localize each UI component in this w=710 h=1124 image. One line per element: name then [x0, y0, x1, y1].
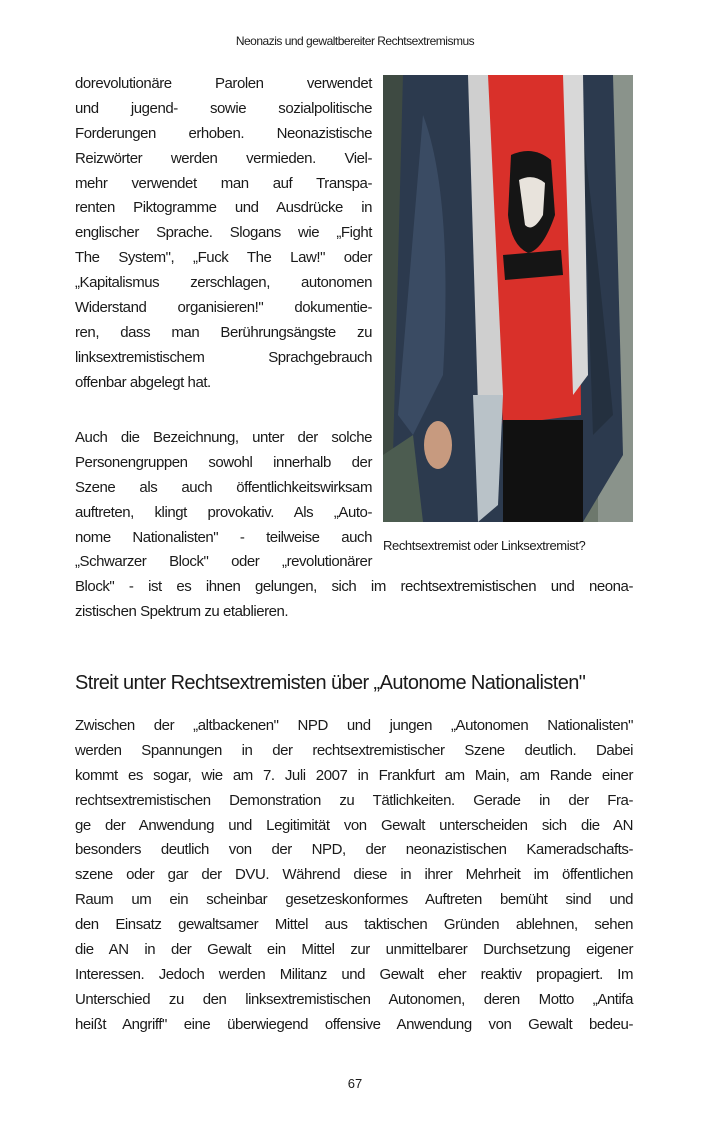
text-line: die AN in der Gewalt ein Mittel zur unmittelbarer Durchsetzung eigener: [75, 941, 633, 959]
text-line: Personengruppen sowohl innerhalb der: [75, 453, 372, 471]
paragraph-3: [75, 714, 633, 1038]
text-line: besonders deutlich von der NPD, der neonazistischen Kameradschafts-: [75, 841, 633, 859]
photo-caption: Rechtsextremist oder Linksextremist?: [383, 538, 586, 553]
text-line: englischer Sprache. Slogans wie „Fight: [75, 224, 372, 242]
text-line: dorevolutionäre Parolen verwendet: [75, 75, 372, 92]
text-line: Reizwörter werden vermieden. Viel-: [75, 149, 372, 167]
text-line: Szene als auch öffentlichkeitswirksam: [75, 478, 372, 496]
paragraph-1: [75, 72, 372, 396]
text-line: „Kapitalismus zerschlagen, autonomen: [75, 274, 372, 292]
text-line: Unterschied zu den linksextremistischen Autonomen, deren Motto „Antifa: [75, 990, 633, 1008]
text-line: szene oder gar der DVU. Während diese in ihrer Mehrheit im öffentlichen: [75, 866, 633, 884]
text-line: werden Spannungen in der rechtsextremistischer Szene deutlich. Dabei: [75, 741, 633, 759]
text-line: kommt es sogar, wie am 7. Juli 2007 in Frankfurt am Main, am Rande einer: [75, 766, 633, 784]
section-heading: Streit unter Rechtsextremisten über „Autonome Nationalisten": [75, 672, 586, 694]
photo-protester-che-shirt: [383, 75, 633, 522]
text-line: Auch die Bezeichnung, unter der solche: [75, 429, 372, 446]
text-line: ren, dass man Berührungsängste zu: [75, 323, 372, 341]
text-line: offenbar abgelegt hat.: [75, 373, 211, 391]
text-line: The System", „Fuck The Law!" oder: [75, 249, 372, 267]
text-line: „Schwarzer Block" oder „revolutionärer: [75, 553, 372, 571]
text-line: linksextremistischem Sprachgebrauch: [75, 348, 372, 366]
text-line: Widerstand organisieren!" dokumentie-: [75, 299, 372, 317]
text-line: ge der Anwendung und Legitimität von Gewalt unterscheiden sich die AN: [75, 816, 633, 834]
text-line: mehr verwendet man auf Transpa-: [75, 174, 372, 192]
photo-illustration: [383, 75, 633, 522]
running-header: Neonazis und gewaltbereiter Rechtsextremismus: [235, 34, 475, 48]
text-line: Interessen. Jedoch werden Militanz und Gewalt eher reaktiv propagiert. Im: [75, 965, 633, 983]
page-number: 67: [347, 1076, 363, 1091]
text-line: rechtsextremistischen Demonstration zu Tätlichkeiten. Gerade in der Fra-: [75, 791, 633, 809]
text-line: auftreten, klingt provokativ. Als „Auto-: [75, 503, 372, 521]
text-line: Raum um ein scheinbar gesetzeskonformes Auftreten bemüht sind und: [75, 891, 633, 909]
text-line: Block" - ist es ihnen gelungen, sich im rechtsextremistischen und neona-: [75, 578, 633, 596]
text-line: den Einsatz gewaltsamer Mittel aus taktischen Gründen ablehnen, sehen: [75, 916, 633, 934]
text-line: renten Piktogramme und Ausdrücke in: [75, 199, 372, 217]
text-line: heißt Angriff" eine überwiegend offensive Anwendung von Gewalt bedeu-: [75, 1015, 633, 1033]
text-line: nome Nationalisten" - teilweise auch: [75, 528, 372, 546]
text-line: zistischen Spektrum zu etablieren.: [75, 603, 289, 621]
text-line: Zwischen der „altbackenen" NPD und jungen „Autonomen Nationalisten": [75, 717, 633, 734]
text-line: und jugend- sowie sozialpolitische: [75, 99, 372, 117]
text-line: Forderungen erhoben. Neonazistische: [75, 124, 372, 142]
